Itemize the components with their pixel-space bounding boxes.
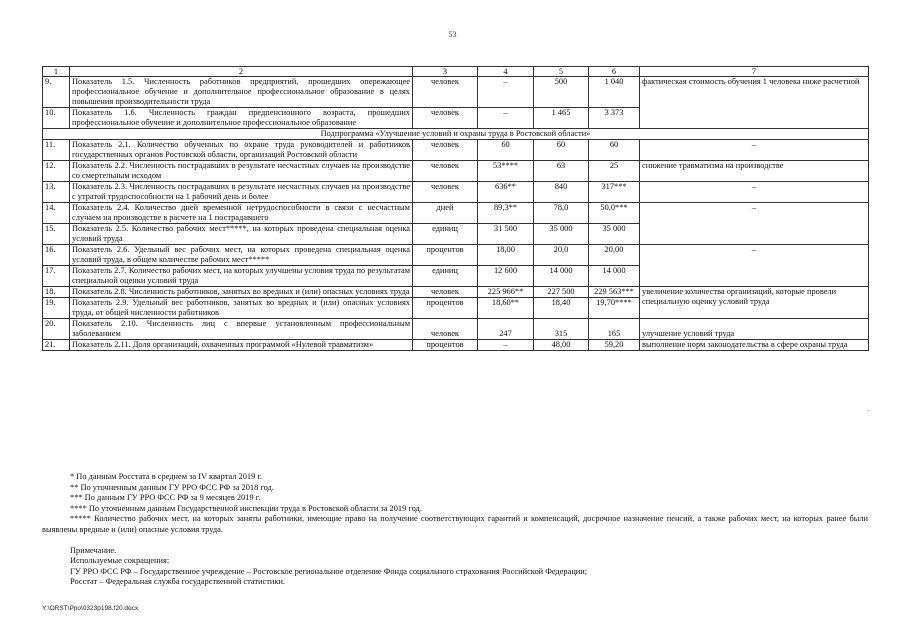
indicator-text: Показатель 2.4. Количество дней временной нетрудоспособности в связи с несчастным случаем на производстве в расчете на 1 пострадавшего bbox=[70, 203, 413, 224]
indicator-text: Показатель 1.6. Численность граждан предпенсионного возраста, прошедших профессиональное обучение и дополнительное профессиональное образование bbox=[70, 108, 413, 129]
header-cell: 7 bbox=[640, 67, 869, 77]
row-number: 19. bbox=[43, 298, 70, 319]
header-cell: 4 bbox=[478, 67, 534, 77]
unit: единиц bbox=[413, 266, 478, 287]
footnotes-block bbox=[42, 472, 868, 588]
unit: единиц bbox=[413, 224, 478, 245]
value-col6: 19,70**** bbox=[589, 298, 640, 319]
header-cell: 1 bbox=[43, 67, 70, 77]
header-cell: 5 bbox=[534, 67, 589, 77]
note-title: Примечание. bbox=[70, 545, 117, 555]
value-col5: 500 bbox=[534, 77, 589, 108]
value-col5: 78,0 bbox=[534, 203, 589, 224]
value-col6: 50,0*** bbox=[589, 203, 640, 224]
indicator-text: Показатель 2.2. Численность пострадавших в результате несчастных случаев на производстве со смертельным исходом bbox=[70, 161, 413, 182]
row-number: 13. bbox=[43, 182, 70, 203]
footnote: *** По данным ГУ РРО ФСС РФ за 9 месяцев 2019 г. bbox=[70, 493, 261, 503]
value-col6: 165 bbox=[589, 319, 640, 340]
indicator-text: Показатель 2.1. Количество обученных по охране труда руководителей и работников государственных органов Ростовской области, организаций Ростовской области bbox=[70, 140, 413, 161]
indicator-text: Показатель 2.3. Численность пострадавших в результате несчастных случаев на производстве с утратой трудоспособности на 1 рабочий день и более bbox=[70, 182, 413, 203]
table-row bbox=[43, 287, 869, 298]
header-cell: 3 bbox=[413, 67, 478, 77]
unit: процентов bbox=[413, 340, 478, 351]
value-col4: 89,3** bbox=[478, 203, 534, 224]
unit: человек bbox=[413, 108, 478, 129]
value-col4: 31 500 bbox=[478, 224, 534, 245]
value-col4: 60 bbox=[478, 140, 534, 161]
indicator-text: Показатель 2.5. Количество рабочих мест*****, на которых проведена специальная оценка условий труда bbox=[70, 224, 413, 245]
row-number: 21. bbox=[43, 340, 70, 351]
comment: фактическая стоимость обучения 1 человека ниже расчетной bbox=[640, 77, 869, 129]
value-col6: 59,20 bbox=[589, 340, 640, 351]
row-number: 17. bbox=[43, 266, 70, 287]
unit: человек bbox=[413, 77, 478, 108]
unit: человек bbox=[413, 319, 478, 340]
row-number: 15. bbox=[43, 224, 70, 245]
table-row bbox=[43, 203, 869, 224]
value-col4: 18,00 bbox=[478, 245, 534, 266]
comment: улучшение условий труда bbox=[640, 319, 869, 340]
header-cell: 6 bbox=[589, 67, 640, 77]
value-col6: 14 000 bbox=[589, 266, 640, 287]
table-row bbox=[43, 77, 869, 108]
row-number: 11. bbox=[43, 140, 70, 161]
value-col6: 35 000 bbox=[589, 224, 640, 245]
value-col4: – bbox=[478, 340, 534, 351]
margin-mark: . bbox=[868, 405, 870, 413]
comment: – bbox=[640, 245, 869, 287]
row-number: 9. bbox=[43, 77, 70, 108]
value-col5: 60 bbox=[534, 140, 589, 161]
table-header-row bbox=[43, 67, 869, 77]
indicator-text: Показатель 2.9. Удельный вес работников, занятых во вредных и (или) опасных условиях труда, от общей численности работников bbox=[70, 298, 413, 319]
value-col4: 225 966** bbox=[478, 287, 534, 298]
table-row bbox=[43, 161, 869, 182]
value-col4: 53**** bbox=[478, 161, 534, 182]
value-col5: 227 500 bbox=[534, 287, 589, 298]
comment: – bbox=[640, 140, 869, 161]
value-col5: 315 bbox=[534, 319, 589, 340]
unit: человек bbox=[413, 287, 478, 298]
page-number: 53 bbox=[448, 30, 457, 39]
indicator-text: Показатель 2.10. Численность лиц с впервые установленным профессиональным заболеванием bbox=[70, 319, 413, 340]
row-number: 12. bbox=[43, 161, 70, 182]
indicator-text: Показатель 1.5. Численность работников предприятий, прошедших опережающее профессиональное обучение и дополнительное профессиональное образование в целях повышения производительности труда bbox=[70, 77, 413, 108]
value-col6: 20,00 bbox=[589, 245, 640, 266]
abbreviation-item: ГУ РРО ФСС РФ – Государственное учреждение – Ростовское региональное отделение Фонда социального страхования Российской Федерации; bbox=[70, 566, 588, 576]
table-row bbox=[43, 319, 869, 340]
value-col5: 14 000 bbox=[534, 266, 589, 287]
value-col4: 18,60** bbox=[478, 298, 534, 319]
indicators-table bbox=[42, 66, 869, 351]
row-number: 10. bbox=[43, 108, 70, 129]
unit: человек bbox=[413, 161, 478, 182]
unit: дней bbox=[413, 203, 478, 224]
value-col4: 247 bbox=[478, 319, 534, 340]
value-col6: 25 bbox=[589, 161, 640, 182]
table-row bbox=[43, 182, 869, 203]
row-number: 14. bbox=[43, 203, 70, 224]
unit: человек bbox=[413, 140, 478, 161]
value-col6: 229 563*** bbox=[589, 287, 640, 298]
indicator-text: Показатель 2.11. Доля организаций, охваченных программой «Нулевой травматизм» bbox=[70, 340, 413, 351]
value-col5: 1 465 bbox=[534, 108, 589, 129]
table-row bbox=[43, 340, 869, 351]
comment: выполнение норм законодательства в сфере охраны труда bbox=[640, 340, 869, 351]
table-row bbox=[43, 140, 869, 161]
row-number: 20. bbox=[43, 319, 70, 340]
value-col5: 18,40 bbox=[534, 298, 589, 319]
unit: процентов bbox=[413, 298, 478, 319]
unit: человек bbox=[413, 182, 478, 203]
value-col6: 317*** bbox=[589, 182, 640, 203]
value-col5: 20,0 bbox=[534, 245, 589, 266]
value-col6: 3 373 bbox=[589, 108, 640, 129]
subprogram-title: Подпрограмма «Улучшение условий и охраны труда в Ростовской области» bbox=[43, 129, 869, 140]
value-col4: – bbox=[478, 108, 534, 129]
indicator-text: Показатель 2.6. Удельный вес рабочих мест, на которых проведена специальная оценка условий труда, в общем количестве рабочих мест***** bbox=[70, 245, 413, 266]
footnote: * По данным Росстата в среднем за IV квартал 2019 г. bbox=[70, 472, 262, 481]
unit: процентов bbox=[413, 245, 478, 266]
comment: – bbox=[640, 182, 869, 203]
file-path: Y:\ORST\Ppo\0323p198.f20.docx bbox=[42, 605, 139, 612]
value-col5: 35 000 bbox=[534, 224, 589, 245]
footnote: **** По уточненным данным Государственной инспекции труда в Ростовской области за 2019 год. bbox=[70, 503, 422, 513]
value-col6: 60 bbox=[589, 140, 640, 161]
footnote: ** По уточненным данным ГУ РРО ФСС РФ за 2018 год. bbox=[70, 482, 274, 492]
value-col6: 1 040 bbox=[589, 77, 640, 108]
section-row bbox=[43, 129, 869, 140]
footnote: ***** Количество рабочих мест, на которых заняты работники, имеющие право на получение соответствующих гарантий и компенсаций, досрочное назначение пенсий, а также рабочих мест, на которых ранее были выявлены вредные и (или) опасные условия труда. bbox=[42, 514, 868, 534]
indicator-text: Показатель 2.8. Численность работников, занятых во вредных и (или) опасных условиях труда bbox=[70, 287, 413, 298]
row-number: 18. bbox=[43, 287, 70, 298]
value-col4: – bbox=[478, 77, 534, 108]
table-row bbox=[43, 245, 869, 266]
indicator-text: Показатель 2.7. Количество рабочих мест, на которых улучшены условия труда по результатам специальной оценки условий труда bbox=[70, 266, 413, 287]
comment: снижение травматизма на производстве bbox=[640, 161, 869, 182]
header-cell: 2 bbox=[70, 67, 413, 77]
comment: – bbox=[640, 203, 869, 245]
abbreviations-title: Используемые сокращения: bbox=[70, 556, 170, 566]
value-col4: 12 600 bbox=[478, 266, 534, 287]
comment: увеличение количества организаций, которые провели специальную оценку условий труда bbox=[640, 287, 869, 319]
value-col5: 48,00 bbox=[534, 340, 589, 351]
row-number: 16. bbox=[43, 245, 70, 266]
value-col5: 63 bbox=[534, 161, 589, 182]
abbreviation-item: Росстат – Федеральная служба государственной статистики. bbox=[70, 577, 286, 587]
value-col4: 636** bbox=[478, 182, 534, 203]
value-col5: 840 bbox=[534, 182, 589, 203]
